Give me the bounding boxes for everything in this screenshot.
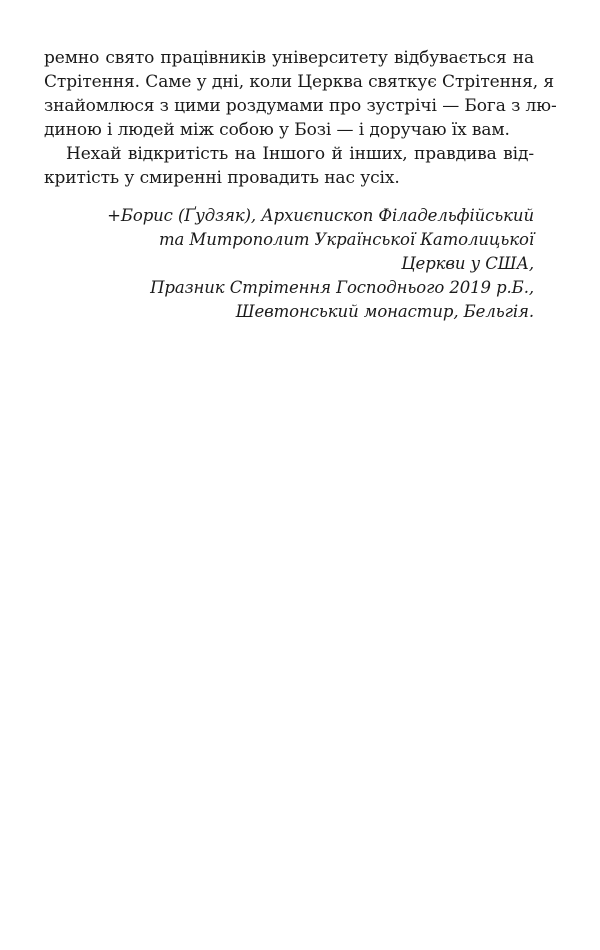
signature-line: Шевтонський монастир, Бельгія. bbox=[235, 302, 534, 321]
text-line: диною і людей між собою у Бозі — і доручаю їх вам. bbox=[44, 120, 510, 140]
document-page bbox=[44, 46, 557, 324]
signature-line: Церкви у США, bbox=[401, 254, 534, 273]
signature-line: Празник Стрітення Господнього 2019 р.Б., bbox=[150, 278, 534, 297]
text-line: ремно свято працівників університету відбувається на bbox=[44, 48, 534, 68]
signature-block bbox=[44, 204, 534, 324]
signature-line: +Борис (Ґудзяк), Архиєпископ Філадельфійський bbox=[107, 206, 534, 225]
text-line: знайомлюся з цими роздумами про зустрічі — Бога з лю- bbox=[44, 96, 557, 116]
text-line: критість у смиренні провадить нас усіх. bbox=[44, 168, 400, 188]
body-paragraph-1 bbox=[44, 46, 557, 142]
signature-line: та Митрополит Української Католицької bbox=[158, 230, 534, 249]
text-line: Стрітення. Саме у дні, коли Церква святкує Стрітення, я bbox=[44, 72, 554, 92]
body-paragraph-2 bbox=[44, 142, 534, 190]
text-line: Нехай відкритість на Іншого й інших, правдива від- bbox=[66, 144, 534, 164]
